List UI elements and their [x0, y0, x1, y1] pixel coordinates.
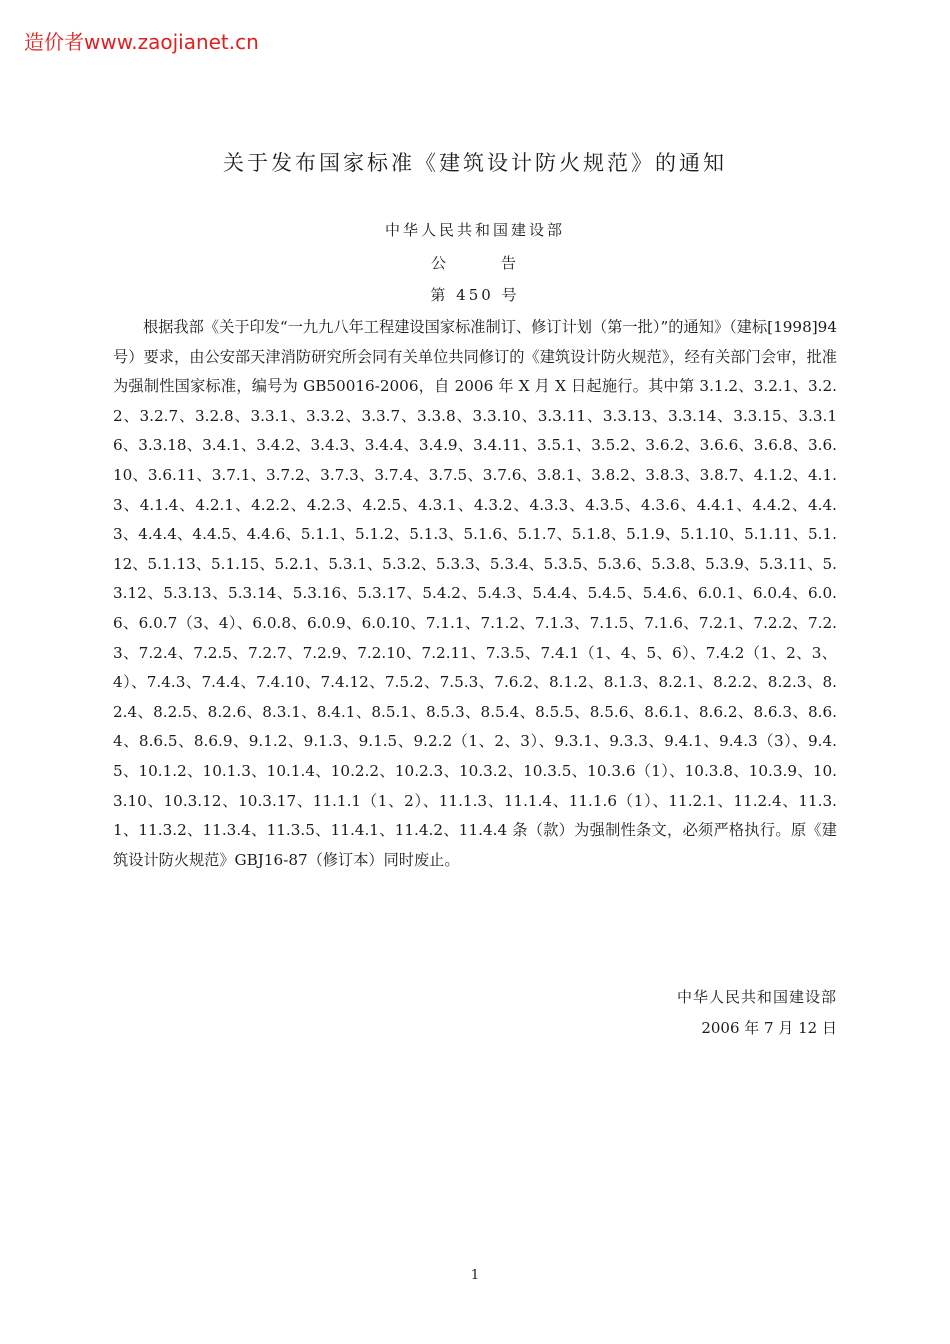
page-number: 1 — [470, 1268, 480, 1283]
document-title: 关于发布国家标准《建筑设计防火规范》的通知 — [223, 151, 727, 175]
announcement-heading-right: 告 — [501, 254, 520, 272]
signature-organization: 中华人民共和国建设部 — [676, 988, 837, 1006]
watermark-text: 造价者www.zaojianet.cn — [24, 30, 259, 54]
announcement-heading-left: 公 — [430, 254, 449, 272]
issuer-name: 中华人民共和国建设部 — [384, 221, 565, 239]
announcement-number: 第 450 号 — [430, 286, 520, 304]
signature-date: 2006 年 7 月 12 日 — [701, 1019, 837, 1037]
announcement-heading — [0, 252, 950, 273]
announcement-body: 根据我部《关于印发“一九九八年工程建设国家标准制订、修订计划（第一批）”的通知》（建标[1998]94 号）要求，由公安部天津消防研究所会同有关单位共同修订的《建筑设计防火规范》，经有关部门会审，批准为强制性国家标准，编号为 GB50016-2006，自 2006 年 X 月 X 日起施行。其中第 3.1.2、3.2.1、3.2.2、3.2.7、3.2.8、3.3.1、3.3.2、3.3.7、3.3.8、3.3.10、3.3.11、3.3.13、3.3.14、3.3.15、3.3.16、3.3.18、3.4.1、3.4.2、3.4.3、3.4.4、3.4.9、3.4.11、3.5.1、3.5.2、3.6.2、3.6.6、3.6.8、3.6.10、3.6.11、3.7.1、3.7.2、3.7.3、3.7.4、3.7.5、3.7.6、3.8.1、3.8.2、3.8.3、3.8.7、4.1.2、4.1.3、4.1.4、4.2.1、4.2.2、4.2.3、4.2.5、4.3.1、4.3.2、4.3.3、4.3.5、4.3.6、4.4.1、4.4.2、4.4.3、4.4.4、4.4.5、4.4.6、5.1.1、5.1.2、5.1.3、5.1.6、5.1.7、5.1.8、5.1.9、5.1.10、5.1.11、5.1.12、5.1.13、5.1.15、5.2.1、5.3.1、5.3.2、5.3.3、5.3.4、5.3.5、5.3.6、5.3.8、5.3.9、5.3.11、5.3.12、5.3.13、5.3.14、5.3.16、5.3.17、5.4.2、5.4.3、5.4.4、5.4.5、5.4.6、6.0.1、6.0.4、6.0.6、6.0.7（3、4）、6.0.8、6.0.9、6.0.10、7.1.1、7.1.2、7.1.3、7.1.5、7.1.6、7.2.1、7.2.2、7.2.3、7.2.4、7.2.5、7.2.7、7.2.9、7.2.10、7.2.11、7.3.5、7.4.1（1、4、5、6）、7.4.2（1、2、3、4）、7.4.3、7.4.4、7.4.10、7.4.12、7.5.2、7.5.3、7.6.2、8.1.2、8.1.3、8.2.1、8.2.2、8.2.3、8.2.4、8.2.5、8.2.6、8.3.1、8.4.1、8.5.1、8.5.3、8.5.4、8.5.5、8.5.6、8.6.1、8.6.2、8.6.3、8.6.4、8.6.5、8.6.9、9.1.2、9.1.3、9.1.5、9.2.2（1、2、3）、9.3.1、9.3.3、9.4.1、9.4.3（3）、9.4.5、10.1.2、10.1.3、10.1.4、10.2.2、10.2.3、10.3.2、10.3.5、10.3.6（1）、10.3.8、10.3.9、10.3.10、10.3.12、10.3.17、11.1.1（1、2）、11.1.3、11.1.4、11.1.6（1）、11.2.1、11.2.4、11.3.1、11.3.2、11.3.4、11.3.5、11.4.1、11.4.2、11.4.4 条（款）为强制性条文，必须严格执行。原《建筑设计防火规范》GBJ16-87（修订本）同时废止。 — [113, 318, 837, 869]
